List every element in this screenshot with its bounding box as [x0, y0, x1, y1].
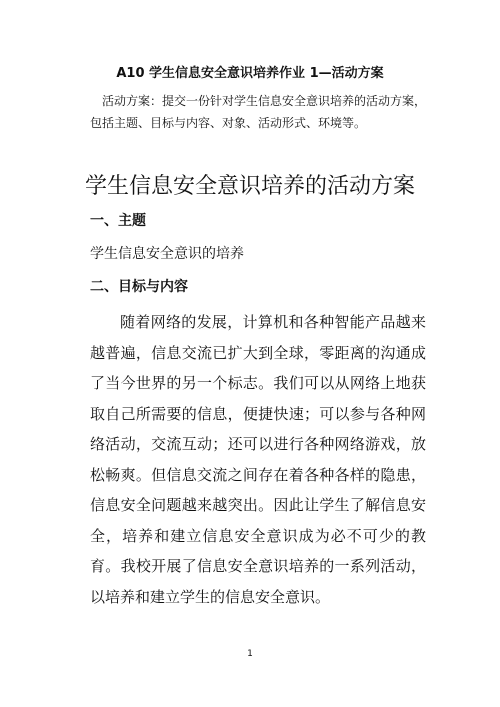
document-title: 学生信息安全意识培养的活动方案: [84, 174, 415, 199]
section-text-theme: 学生信息安全意识的培养: [90, 246, 244, 262]
section-text-goals: 随着网络的发展，计算机和各种智能产品越来越普遍，信息交流已扩大到全球，零距离的沟通成了当今世界的另一个标志。我们可以从网络上地获取自己所需要的信息，便捷快速；可以参与各种网络活动，交流互动；还可以进行各种网络游戏，放松畅爽。但信息交流之间存在着各种各样的隐患，信息安全问题越来越突出。因此让学生了解信息安全，培养和建立信息安全意识成为必不可少的教育。我校开展了信息安全意识培养的一系列活动，以培养和建立学生的信息安全意识。: [90, 313, 426, 606]
assignment-title: A10 学生信息安全意识培养作业 1—活动方案: [116, 66, 384, 81]
section-heading-goals: 二、目标与内容: [90, 279, 188, 295]
assignment-description: 活动方案：提交一份针对学生信息安全意识培养的活动方案，包括主题、目标与内容、对象、活动形式、环境等。: [90, 94, 427, 130]
section-heading-theme: 一、主题: [90, 213, 146, 229]
page-number: 1: [247, 649, 253, 659]
